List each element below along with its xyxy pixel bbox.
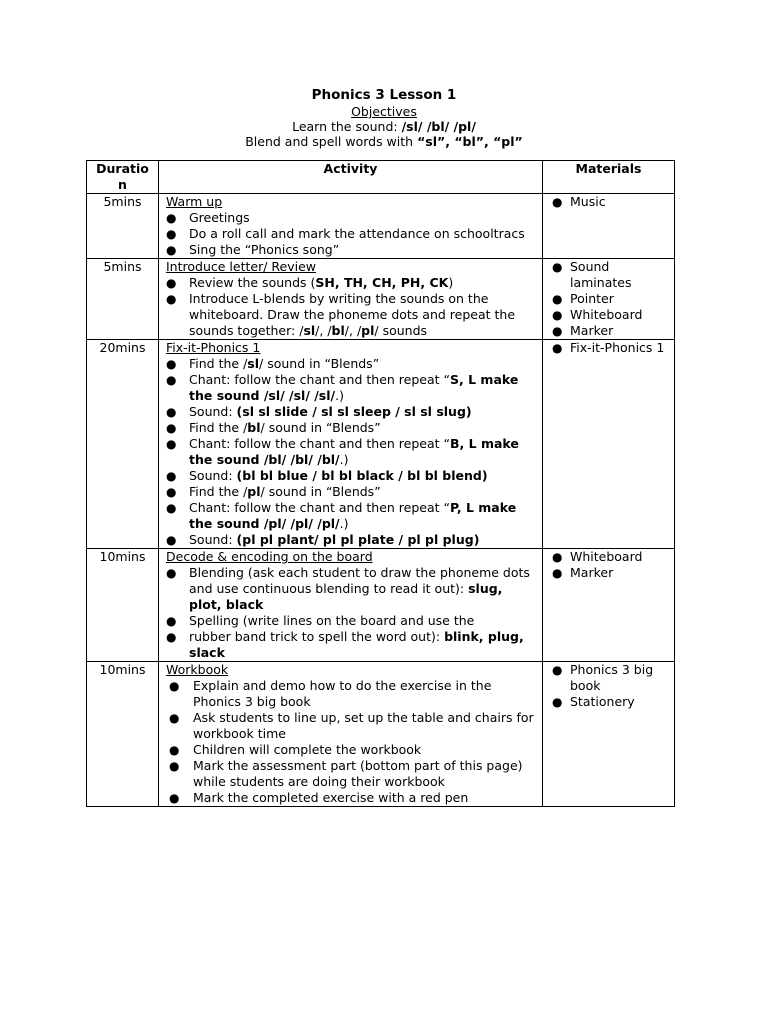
item-text: Chant: follow the chant and then repeat “ [189, 372, 450, 387]
item-text: Blending (ask each student to draw the phoneme dots and use continuous blending to read it out): [189, 565, 530, 596]
item-text: rubber band trick to spell the word out): [189, 629, 445, 644]
item-text: Sound: [189, 468, 237, 483]
bullet-icon: ● [166, 421, 177, 435]
header-duration [87, 161, 159, 194]
duration-cell: 5mins [87, 194, 159, 259]
table-row [87, 259, 675, 340]
lesson-plan-table [86, 160, 675, 807]
list-item [166, 420, 538, 436]
item-text: .) [335, 388, 344, 403]
item-text: Mark the assessment part (bottom part of this page) while students are doing their workbook [193, 758, 523, 789]
list-item [166, 758, 538, 790]
list-item [166, 372, 538, 404]
objective-1-sounds: /sl/ /bl/ /pl/ [401, 119, 476, 134]
item-text: / sounds [374, 323, 428, 338]
bold-text: pl [361, 323, 375, 338]
duration-cell: 10mins [87, 549, 159, 662]
header-activity-label: Activity [323, 161, 378, 176]
item-text: Do a roll call and mark the attendance on schooltracs [189, 226, 525, 241]
table-row [87, 549, 675, 662]
header-materials-label: Materials [575, 161, 642, 176]
objective-line-2 [0, 134, 768, 149]
item-text: / sound in “Blends” [259, 356, 380, 371]
item-text: Find the / [189, 356, 248, 371]
list-item [166, 500, 538, 532]
bold-text: P, L make the sound /pl/ /pl/ /pl/ [189, 500, 517, 531]
item-text: Find the / [189, 420, 248, 435]
bold-text: (sl sl slide / sl sl sleep / sl sl slug) [236, 404, 472, 419]
item-text: Review the sounds ( [189, 275, 316, 290]
list-item [166, 436, 538, 468]
table-row [87, 662, 675, 807]
bold-text: sl [247, 356, 260, 371]
material-text: Pointer [570, 291, 614, 306]
bullet-icon: ● [166, 405, 177, 419]
bold-text: bl [247, 420, 261, 435]
activity-list [166, 356, 538, 548]
list-item [166, 291, 538, 339]
bold-text: S, L make the sound /sl/ /sl/ /sl/ [189, 372, 519, 403]
item-text: /, / [315, 323, 332, 338]
bold-text: bl [331, 323, 345, 338]
materials-cell [543, 662, 675, 807]
item-text: Sing the “Phonics song” [189, 242, 340, 257]
bullet-icon: ● [552, 566, 563, 580]
objective-1-text: Learn the sound: [292, 119, 402, 134]
item-text: Children will complete the workbook [193, 742, 422, 757]
bullet-icon: ● [166, 373, 177, 387]
bullet-icon: ● [166, 243, 177, 257]
activity-list [166, 678, 538, 806]
material-text: Sound laminates [570, 259, 632, 290]
item-text: / sound in “Blends” [260, 484, 381, 499]
material-text: Stationery [570, 694, 635, 709]
bullet-icon: ● [552, 292, 563, 306]
list-item [166, 613, 538, 629]
materials-list [552, 194, 670, 210]
materials-list [552, 662, 670, 710]
list-item [166, 710, 538, 742]
material-text: Music [570, 194, 606, 209]
bold-text: (bl bl blue / bl bl black / bl bl blend) [236, 468, 488, 483]
list-item [166, 210, 538, 226]
item-text: /, / [344, 323, 362, 338]
bullet-icon: ● [552, 324, 563, 338]
objectives-label: Objectives [351, 104, 417, 119]
bullet-icon: ● [552, 260, 563, 274]
bullet-icon: ● [166, 533, 177, 547]
bullet-icon: ● [166, 292, 177, 306]
bold-text: sl [303, 323, 316, 338]
bullet-icon: ● [552, 695, 563, 709]
bullet-icon: ● [166, 227, 177, 241]
item-text: Chant: follow the chant and then repeat “ [189, 500, 450, 515]
materials-list [552, 549, 670, 581]
bullet-icon: ● [166, 630, 177, 644]
bullet-icon: ● [166, 614, 177, 628]
bullet-icon: ● [166, 437, 177, 451]
activity-cell [159, 259, 543, 340]
bold-text: slug, plot, black [189, 581, 503, 612]
objective-2-blends: “sl”, “bl”, “pl” [417, 134, 523, 149]
item-text: Explain and demo how to do the exercise in the Phonics 3 big book [193, 678, 492, 709]
material-text: Marker [570, 565, 614, 580]
list-item [166, 565, 538, 613]
objective-line-1 [0, 119, 768, 134]
material-item [552, 307, 670, 323]
item-text: .) [339, 452, 349, 467]
table-body [87, 194, 675, 807]
material-text: Marker [570, 323, 614, 338]
bold-text: SH, TH, CH, PH, CK [315, 275, 449, 290]
item-text: .) [339, 516, 349, 531]
list-item [166, 532, 538, 548]
document-header [0, 87, 768, 149]
item-text: Greetings [189, 210, 250, 225]
bullet-icon: ● [169, 791, 180, 805]
material-text: Fix-it-Phonics 1 [570, 340, 665, 355]
list-item [166, 629, 538, 661]
activity-cell [159, 340, 543, 549]
item-text: Mark the completed exercise with a red pen [193, 790, 469, 805]
bold-text: pl [247, 484, 261, 499]
item-text: Sound: [189, 404, 237, 419]
bullet-icon: ● [169, 759, 180, 773]
bullet-icon: ● [552, 550, 563, 564]
list-item [166, 678, 538, 710]
bullet-icon: ● [166, 566, 177, 580]
activity-list [166, 565, 538, 661]
item-text: Sound: [189, 532, 237, 547]
materials-list [552, 259, 670, 339]
material-item [552, 194, 670, 210]
list-item [166, 242, 538, 258]
bold-text: B, L make the sound /bl/ /bl/ /bl/ [189, 436, 519, 467]
bullet-icon: ● [166, 357, 177, 371]
bullet-icon: ● [166, 469, 177, 483]
item-text: Spelling (write lines on the board and use the [189, 613, 475, 628]
duration-cell: 10mins [87, 662, 159, 807]
bullet-icon: ● [552, 341, 563, 355]
list-item [166, 226, 538, 242]
table-row [87, 194, 675, 259]
header-activity [159, 161, 543, 194]
bullet-icon: ● [169, 743, 180, 757]
list-item [166, 404, 538, 420]
objective-2-text: Blend and spell words with [245, 134, 418, 149]
item-text: Introduce L-blends by writing the sounds on the whiteboard. Draw the phoneme dots and repeat the sounds together: / [189, 291, 516, 338]
material-item [552, 565, 670, 581]
bullet-icon: ● [166, 485, 177, 499]
header-materials [543, 161, 675, 194]
bullet-icon: ● [169, 711, 180, 725]
activity-cell [159, 662, 543, 807]
material-item [552, 291, 670, 307]
item-text: Find the / [189, 484, 248, 499]
table-row [87, 340, 675, 549]
materials-cell [543, 194, 675, 259]
material-item [552, 259, 670, 291]
bullet-icon: ● [552, 663, 563, 677]
list-item [166, 356, 538, 372]
materials-list [552, 340, 670, 356]
section-title: Introduce letter/ Review [166, 259, 316, 274]
activity-cell [159, 549, 543, 662]
bullet-icon: ● [552, 308, 563, 322]
material-item [552, 662, 670, 694]
list-item [166, 468, 538, 484]
bold-text: blink, plug, slack [189, 629, 524, 660]
list-item [166, 484, 538, 500]
list-item [166, 742, 538, 758]
list-item [166, 275, 538, 291]
duration-cell: 20mins [87, 340, 159, 549]
material-text: Whiteboard [570, 307, 643, 322]
materials-cell [543, 340, 675, 549]
list-item [166, 790, 538, 806]
section-title: Fix-it-Phonics 1 [166, 340, 261, 355]
materials-cell [543, 259, 675, 340]
material-item [552, 323, 670, 339]
item-text: Chant: follow the chant and then repeat “ [189, 436, 450, 451]
header-duration-label: Duration [96, 161, 149, 192]
bullet-icon: ● [169, 679, 180, 693]
material-text: Phonics 3 big book [570, 662, 654, 693]
material-item [552, 340, 670, 356]
page-title: Phonics 3 Lesson 1 [311, 87, 457, 103]
item-text: / sound in “Blends” [260, 420, 381, 435]
bullet-icon: ● [166, 276, 177, 290]
activity-list [166, 275, 538, 339]
section-title: Warm up [166, 194, 223, 209]
bullet-icon: ● [166, 211, 177, 225]
material-item [552, 549, 670, 565]
item-text: ) [448, 275, 454, 290]
bullet-icon: ● [552, 195, 563, 209]
material-text: Whiteboard [570, 549, 643, 564]
activity-cell [159, 194, 543, 259]
section-title: Decode & encoding on the board [166, 549, 373, 564]
materials-cell [543, 549, 675, 662]
activity-list [166, 210, 538, 258]
material-item [552, 694, 670, 710]
duration-cell: 5mins [87, 259, 159, 340]
bold-text: (pl pl plant/ pl pl plate / pl pl plug) [236, 532, 480, 547]
item-text: Ask students to line up, set up the table and chairs for workbook time [193, 710, 534, 741]
bullet-icon: ● [166, 501, 177, 515]
section-title: Workbook [166, 662, 229, 677]
table-header-row [87, 161, 675, 194]
